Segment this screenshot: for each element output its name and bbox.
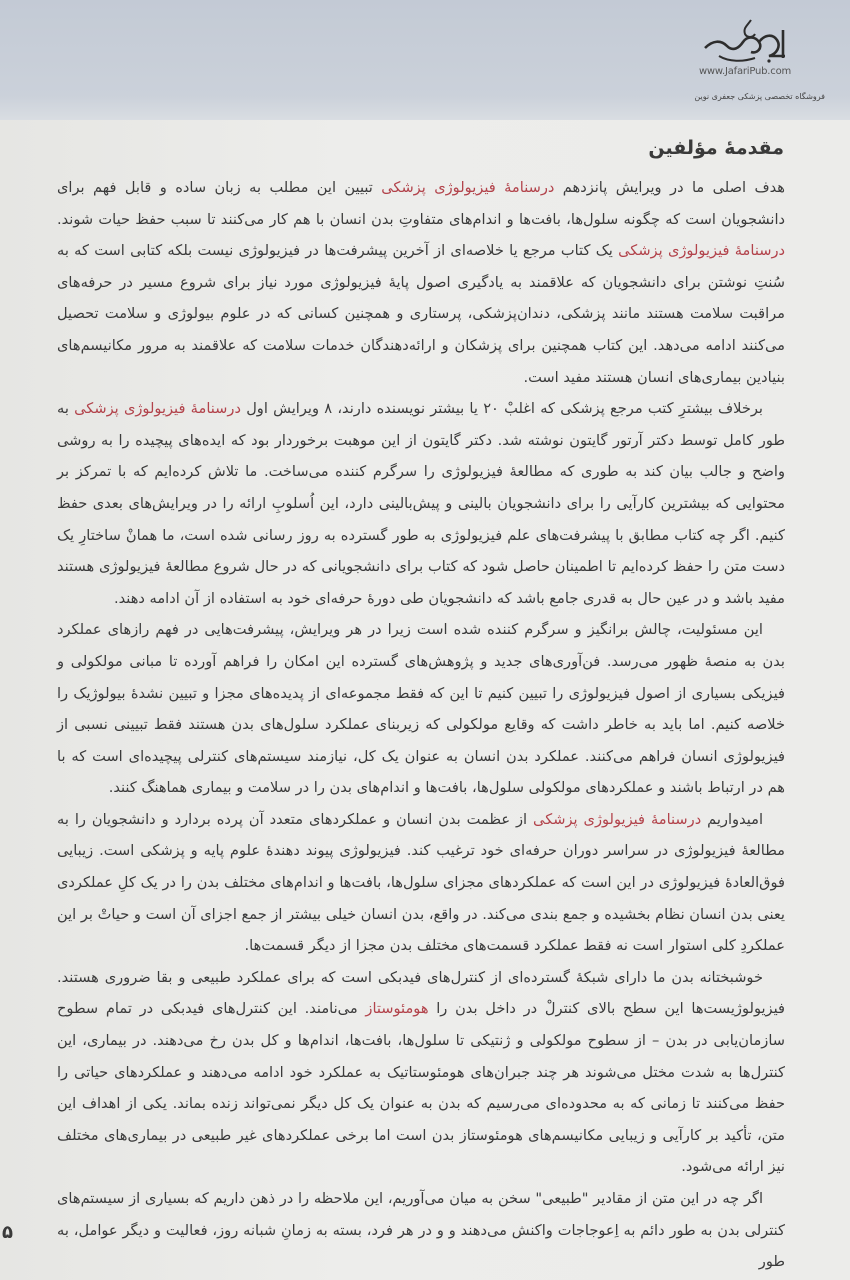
paragraph: [57, 962, 785, 1183]
publisher-url[interactable]: www.JafariPub.com: [698, 66, 792, 77]
book-title-highlight: درسنامهٔ فیزیولوژی پزشکی: [74, 400, 241, 418]
text-segment: هدف اصلی ما در ویرایش پانزدهم: [554, 179, 785, 196]
book-title-highlight: درسنامهٔ فیزیولوژی پزشکی: [533, 810, 702, 828]
text-segment: این مسئولیت، چالش برانگیز و سرگرم کننده شده است زیرا در هر ویرایش، پیشرفت‌هایی در فهم رازهای عملکرد بدن به منصهٔ ظهور می‌رسد. فن‌آوری‌های جدید و پژوهش‌های گسترده این امکان را فراهم آورده تا مبانی مولکولی و فیزیکی بسیاری از اصول فیزیولوژی را تبیین کنیم تا این که فقط مجموعه‌ای از پدیده‌های مجزا و تبیین نشدهٔ بیولوژیک را خلاصه کنیم. اما باید به خاطر داشت که وقایع مولکولی که زیربنای عملکرد سلول‌های بدن هستند فقط تبیینی نسبی از فیزیولوژی انسان فراهم می‌کنند. عملکرد بدن انسان به عنوان یک کل، نیازمند سیستم‌های کنترلی پیچیده‌ای است که با هم در ارتباط باشند و عملکردهای مولکولی سلول‌ها، بافت‌ها و اندام‌های بدن را در سلامت و بیماری هماهنگ کنند.: [57, 621, 785, 797]
paragraph: [57, 393, 785, 614]
term-highlight: هومئوستاز: [365, 1000, 429, 1018]
text-segment: به طور کامل توسط دکتر آرتور گایتون نوشته شد. دکتر گایتون از این موهبت برخوردار بود که ایده‌های پیچیده را به روشی واضح و جالب بیان کند به طوری که مطالعهٔ فیزیولوژی را سرگرم کننده می‌ساخت. ما تلاش کرده‌ایم که با تمرکز بر محتوایی که بیشترین کارآیی را برای دانشجویان بالینی و پیش‌بالینی دارد، این اُسلوبِ ارائه را در ویرایش‌های بعدی حفظ کنیم. اگر چه کتاب مطابق با پیشرفت‌های علم فیزیولوژی به طور گسترده به روز رسانی شده است، ما همانْ ساختارِ یک دست متن را حفظ کرده‌ایم تا اطمینان حاصل شود که کتاب برای دانشجویانی که در حال شروع مطالعهٔ فیزیولوژی هستند مفید باشد و در عین حال به قدری جامع باشد که دانشجویان طی دورهٔ حرفه‌ای خود به استفاده از آن ادامه دهند.: [57, 400, 785, 607]
page-title: مقدمهٔ مؤلفین: [648, 136, 784, 159]
paragraph: [57, 614, 785, 804]
text-segment: امیدواریم: [701, 810, 764, 828]
body-text: [57, 172, 785, 1278]
paragraph: [57, 172, 785, 393]
publisher-logo: [690, 18, 800, 77]
book-title-highlight: درسنامهٔ فیزیولوژی پزشکی: [618, 242, 785, 260]
store-name: فروشگاه تخصصی پزشکی جعفری نوین: [694, 92, 825, 101]
text-segment: اگر چه در این متن از مقادیر "طبیعی" سخن به میان می‌آوریم، این ملاحظه را در ذهن داریم که بسیاری از سیستم‌های کنترلی بدن به طور دائم به اِعوجاجات واکنش می‌دهند و و در هر فرد، بسته به زمانِ شبانه روز، فعالیت و دیگر عوامل، به طور: [57, 1190, 785, 1271]
paragraph: [57, 1183, 785, 1278]
text-segment: از عظمت بدن انسان و عملکردهای متعدد آن پرده بردارد و دانشجویان را به مطالعهٔ فیزیولوژی در سراسر دوران حرفه‌ای خود ترغیب کند. فیزیولوژی پیوند دهندهٔ علوم پایه و پزشکی است. زیبایی فوق‌العادهٔ فیزیولوژی در این است که عملکردهای مجزای سلول‌ها، بافت‌ها و اندام‌های مختلف بدن را در یک کلِ عملکردی یعنی بدن انسان نظام بخشیده و جمع بندی می‌کند. در واقع، بدن انسان خیلی بیشتر از جمع اجزای آن است و حیاتْ بر این عملکردِ کلی استوار است نه فقط عملکرد قسمت‌های مختلف بدن مجزا از دیگر قسمت‌ها.: [57, 810, 785, 955]
text-segment: برخلاف بیشترِ کتب مرجع پزشکی که اغلبْ ۲۰ یا بیشتر نویسنده دارند، ۸ ویرایش اول: [240, 400, 763, 418]
page-number: ۵: [2, 1222, 13, 1243]
text-segment: می‌نامند. این کنترل‌های فیدبکی در تمام سطوح سازمان‌یابی در بدن – از سطوح مولکولی و ژنتیکی تا سلول‌ها، بافت‌ها، اندام‌ها و کل بدن رخ می‌دهند. در بیماری، این کنترل‌ها به شدت مختل می‌شوند هر چند جبران‌های هومئوستاتیک به عملکرد خود ادامه می‌دهند و عملکردهای حیاتی را حفظ می‌کنند تا زمانی که به محدوده‌ای می‌رسیم که بدن به عنوان یک کل دیگر نمی‌تواند زنده بماند. یکی از اهداف این متن، تأکید بر کارآیی و زیبایی مکانیسم‌های هومئوستاز بدن است اما برخی عملکردهای غیر طبیعی در بیماری‌های مختلف نیز ارائه می‌شود.: [57, 1000, 785, 1176]
paragraph: [57, 804, 785, 962]
text-segment: تبیین این مطلب به زبان ساده و قابل فهم برای دانشجویان است که چگونه سلول‌ها، بافت‌ها و اندام‌های متفاوتِ بدن انسان با هم کار می‌کنند تا سبب حفظ حیات شوند.: [57, 179, 785, 228]
text-segment: خوشبختانه بدن ما دارای شبکهٔ گسترده‌ای از کنترل‌های فیدبکی است که برای عملکرد طبیعی و بقا ضروری هستند. فیزیولوژیست‌ها این سطح بالای کنترلْ در داخل بدن را: [57, 968, 785, 1018]
text-segment: یک کتاب مرجع یا خلاصه‌ای از آخرین پیشرفت‌ها در فیزیولوژی نیست بلکه کتابی است که به سُنتِ نوشتن برای دانشجویان که علاقمند به یادگیری اصول پایهٔ فیزیولوژی مورد نیاز برای شروع مسیر در حرفه‌های مراقبت سلامت هستند مانند پزشکی، دندان‌پزشکی، پرستاری و همچنین کسانی که در علوم بیولوژی و سلامت تحصیل می‌کنند ادامه می‌دهد. این کتاب همچنین برای پزشکان و ارائه‌دهندگان خدمات سلامت که علاقمند به مرور مکانیسم‌های بنیادین بیماری‌های انسان هستند مفید است.: [57, 242, 785, 386]
calligraphy-logo-icon: [699, 18, 791, 64]
book-title-highlight: درسنامهٔ فیزیولوژی پزشکی: [381, 179, 555, 196]
